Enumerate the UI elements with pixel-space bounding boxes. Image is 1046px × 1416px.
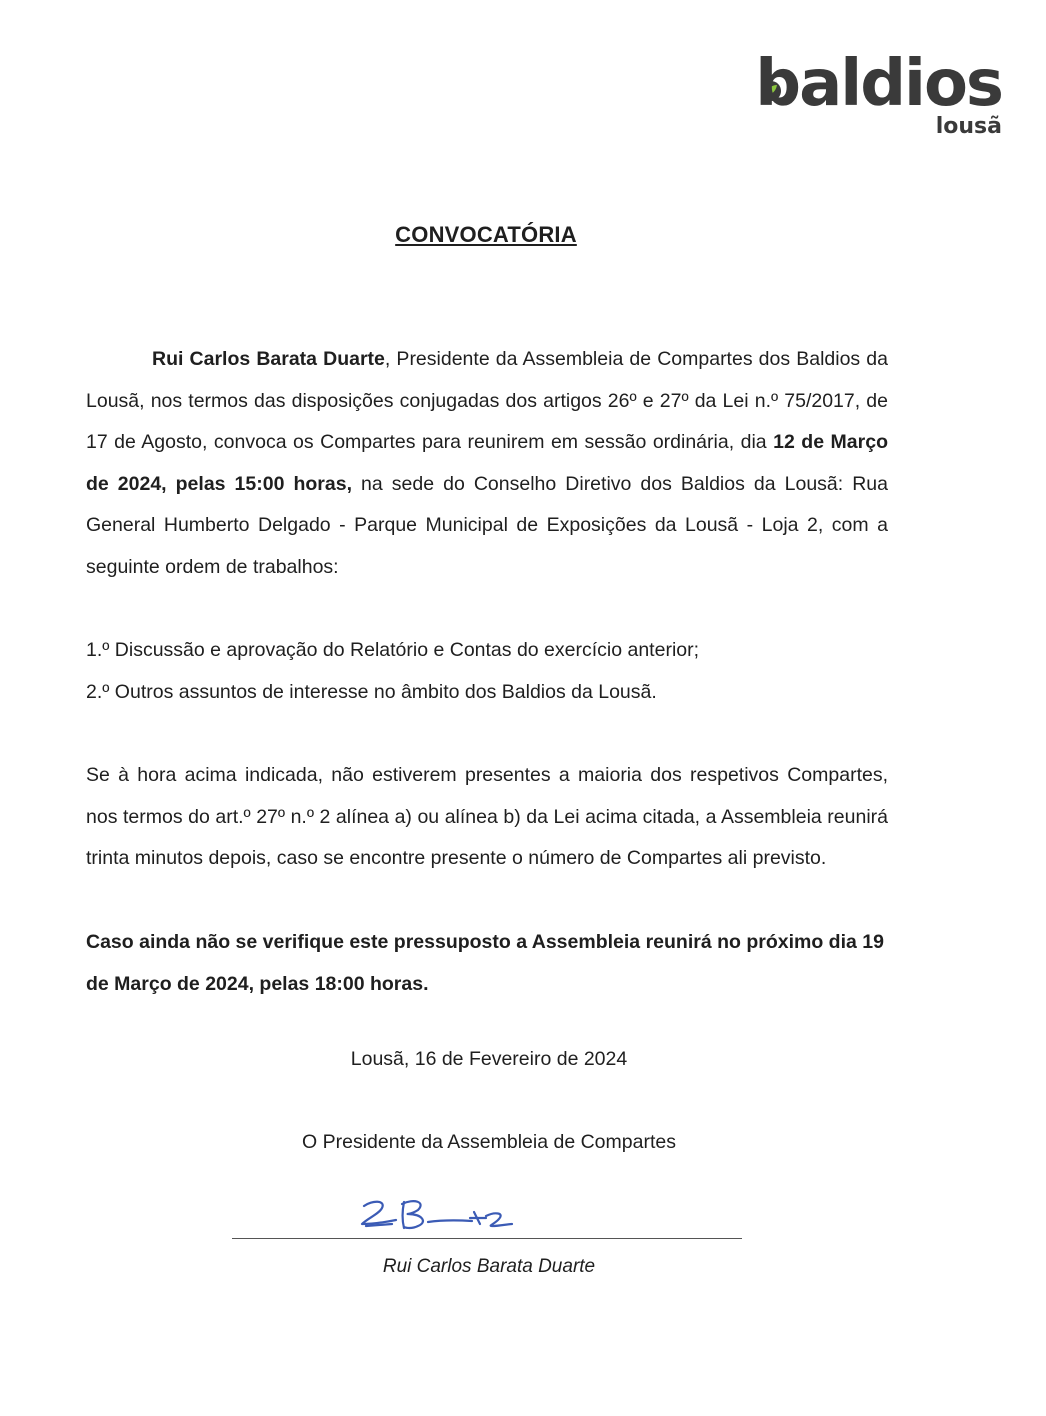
paragraph-text-a: , Presidente da Assembleia de Compartes dos Baldios da Lousã, nos termos das disposições conjugadas dos artigos 26º e 27º da Lei n.º 75/2017, de 17 de Agosto, convoca os Compartes para reunirem em sessão ordinária, dia <box>86 348 888 454</box>
document-title: CONVOCATÓRIA <box>395 222 577 247</box>
meeting-datetime: 12 de Março de 2024, pelas 15:00 horas, <box>86 431 888 495</box>
paragraph-text-b: na sede do Conselho Diretivo dos Baldios da Lousã: Rua General Humberto Delgado - Parque Municipal de Exposições da Lousã - Loja 2, com a seguinte ordem de trabalhos: <box>86 472 888 578</box>
logo-subtitle: lousã <box>935 114 1002 139</box>
agenda-item: 2.º Outros assuntos de interesse no âmbito dos Baldios da Lousã. <box>86 680 657 703</box>
quorum-paragraph: Se à hora acima indicada, não estiverem presentes a maioria dos respetivos Compartes, nos termos do art.º 27º n.º 2 alínea a) ou alínea b) da Lei acima citada, a Assembleia reunirá trinta minutos depois, caso se encontre presente o número de Compartes ali previsto. <box>86 764 888 870</box>
handwritten-signature <box>352 1194 522 1236</box>
place-date: Lousã, 16 de Fevereiro de 2024 <box>350 1048 628 1070</box>
agenda-list <box>86 630 888 713</box>
signatory-role: O Presidente da Assembleia de Compartes <box>302 1131 676 1153</box>
second-call-paragraph: Caso ainda não se verifique este pressuposto a Assembleia reunirá no próximo dia 19 de Março de 2024, pelas 18:00 horas. <box>86 931 884 995</box>
logo-wordmark: baldios <box>755 47 1002 121</box>
baldios-lousa-logo <box>740 47 1010 144</box>
president-name: Rui Carlos Barata Duarte <box>152 348 385 370</box>
signature-line <box>232 1238 742 1239</box>
agenda-item: 1.º Discussão e aprovação do Relatório e Contas do exercício anterior; <box>86 639 700 661</box>
signatory-name: Rui Carlos Barata Duarte <box>382 1256 596 1277</box>
convocation-paragraph <box>86 339 888 589</box>
